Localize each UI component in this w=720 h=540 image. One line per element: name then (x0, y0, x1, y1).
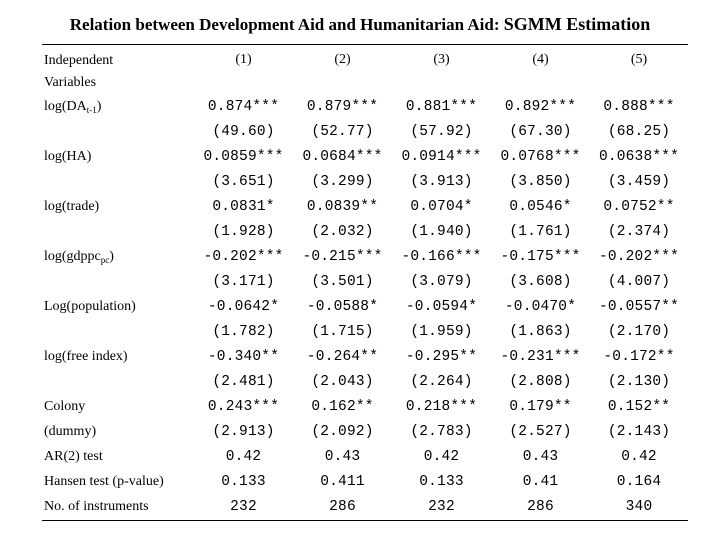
table-cell: -0.166*** (401, 248, 482, 265)
table-cell: (2.043) (311, 373, 374, 390)
table-row (44, 144, 688, 169)
table-cell: 0.152** (607, 398, 671, 415)
table-cell: (2.143) (607, 423, 671, 440)
table-title (0, 14, 720, 35)
table-cell: 0.0752** (603, 198, 675, 215)
table-cell: 0.42 (225, 448, 262, 465)
table-cell: (3.459) (607, 173, 671, 190)
row-label (44, 194, 194, 219)
table-cell: 0.162** (311, 398, 374, 415)
row-label-end: ) (96, 98, 102, 114)
table-cell: -0.175*** (500, 248, 581, 265)
table-cell: 0.0768*** (500, 148, 581, 165)
table-cell: 0.0546* (509, 198, 572, 215)
table-cell: -0.0594* (405, 298, 478, 315)
header-var-line1: Independent (44, 53, 114, 68)
table-cell: -0.264** (306, 348, 379, 365)
row-label-text: log(DA (44, 98, 87, 114)
table-cell: 0.411 (320, 473, 365, 490)
row-label-text: log(gdppc (44, 248, 101, 264)
table-cell: 340 (625, 498, 653, 515)
table-cell: (3.651) (212, 173, 275, 190)
table-row (44, 444, 688, 469)
table-cell: 0.0638*** (598, 148, 680, 165)
column-header: (4) (532, 52, 549, 67)
table-row (44, 344, 688, 369)
table-cell: 232 (428, 498, 455, 515)
table-cell: (3.079) (410, 273, 473, 290)
table-row (44, 194, 688, 219)
table-cell: (2.783) (410, 423, 473, 440)
row-label-text: AR(2) test (44, 448, 103, 464)
table-cell: 0.164 (616, 473, 662, 490)
table-cell: (52.77) (311, 123, 374, 140)
table-cell: 0.42 (423, 448, 460, 465)
table-cell: 0.179** (509, 398, 572, 415)
table-row (44, 94, 688, 119)
header-row (44, 50, 688, 94)
table-cell: 0.133 (221, 473, 266, 490)
table-cell: -0.0588* (306, 298, 379, 315)
row-label (44, 294, 194, 319)
table-cell: (67.30) (509, 123, 572, 140)
table-cell: -0.0470* (504, 298, 577, 315)
row-label (44, 394, 194, 419)
row-label-subscript: pc (100, 254, 110, 265)
table-cell: -0.202*** (598, 248, 680, 265)
table-cell: (3.171) (212, 273, 275, 290)
table-cell: (2.032) (311, 223, 374, 240)
table-cell: (1.863) (509, 323, 572, 340)
table-row (44, 244, 688, 269)
table-cell: -0.231*** (500, 348, 581, 365)
table-cell: 0.218*** (405, 398, 478, 415)
row-label-text: Log(population) (44, 298, 136, 314)
row-label (44, 144, 194, 169)
title-prefix: Relation between Development Aid and Humanitarian Aid: (69, 15, 504, 34)
row-label-text: log(trade) (44, 198, 100, 214)
table-cell: (2.527) (509, 423, 572, 440)
table-row (44, 494, 688, 519)
table-cell: -0.202*** (203, 248, 284, 265)
table-cell: (4.007) (607, 273, 671, 290)
header-variables (44, 50, 194, 94)
row-label (44, 244, 194, 269)
table-cell: (2.374) (607, 223, 671, 240)
table-cell: (1.782) (212, 323, 275, 340)
table-row (44, 419, 688, 444)
table-cell: (3.608) (509, 273, 572, 290)
table-cell: 0.41 (522, 473, 559, 490)
table-cell: 0.881*** (405, 98, 478, 115)
row-label (44, 494, 194, 519)
table-cell: 0.243*** (207, 398, 280, 415)
table-cell: (1.761) (509, 223, 572, 240)
table-cell: (1.715) (311, 323, 374, 340)
row-label (44, 419, 194, 444)
table-cell: 0.0839** (306, 198, 379, 215)
table-cell: 286 (329, 498, 356, 515)
row-label (44, 344, 194, 369)
row-label-text: (dummy) (44, 423, 97, 439)
row-label-text: Colony (44, 398, 86, 414)
table-cell: (3.501) (311, 273, 374, 290)
table-cell: 0.133 (419, 473, 464, 490)
column-header: (5) (630, 52, 648, 67)
table-row (44, 394, 688, 419)
table-row (44, 169, 688, 194)
table-cell: (1.928) (212, 223, 275, 240)
table-body (44, 94, 688, 519)
table-cell: -0.340** (207, 348, 280, 365)
table-cell: -0.172** (603, 348, 675, 365)
table-cell: (68.25) (607, 123, 671, 140)
table-cell: (2.264) (410, 373, 473, 390)
table-row (44, 469, 688, 494)
row-label (44, 119, 194, 144)
table-cell: (3.299) (311, 173, 374, 190)
table-cell: 0.874*** (207, 98, 280, 115)
table-cell: (1.959) (410, 323, 473, 340)
table-cell: 0.0684*** (302, 148, 383, 165)
column-header: (2) (334, 52, 351, 67)
table-cell: 0.43 (522, 448, 559, 465)
row-label-text: log(free index) (44, 348, 128, 364)
table-row (44, 269, 688, 294)
table-cell: -0.295** (405, 348, 478, 365)
table-row (44, 294, 688, 319)
row-label (44, 219, 194, 244)
row-label (44, 269, 194, 294)
row-label-text: Hansen test (p-value) (44, 473, 164, 489)
table-cell: (57.92) (410, 123, 473, 140)
table-cell: (3.850) (509, 173, 572, 190)
table-cell: 0.42 (621, 448, 657, 465)
table-cell: 0.0914*** (401, 148, 482, 165)
table-cell: (2.808) (509, 373, 572, 390)
header-var-line2: Variables (44, 75, 97, 90)
table-row (44, 319, 688, 344)
table-cell: 0.43 (324, 448, 361, 465)
table-cell: (1.940) (410, 223, 473, 240)
row-label (44, 444, 194, 469)
table-cell: 286 (527, 498, 554, 515)
table-cell: -0.0557** (598, 298, 680, 315)
column-header: (1) (235, 52, 252, 67)
table-cell: (2.481) (212, 373, 275, 390)
table-cell: (3.913) (410, 173, 473, 190)
row-label (44, 169, 194, 194)
table-cell: 0.0831* (212, 198, 275, 215)
regression-table (44, 50, 688, 519)
column-header: (3) (433, 52, 450, 67)
table-row (44, 219, 688, 244)
table-cell: 232 (230, 498, 257, 515)
row-label (44, 469, 194, 494)
table-row (44, 369, 688, 394)
table-cell: (49.60) (212, 123, 275, 140)
row-label (44, 319, 194, 344)
table-cell: (2.130) (607, 373, 671, 390)
row-label-subscript: t-1 (86, 104, 97, 115)
table-cell: 0.0859*** (203, 148, 284, 165)
table-cell: (2.170) (607, 323, 671, 340)
row-label-text: log(HA) (44, 148, 92, 164)
table-cell: 0.0704* (410, 198, 473, 215)
table-row (44, 119, 688, 144)
table-cell: (2.913) (212, 423, 275, 440)
row-label-end: ) (109, 248, 114, 264)
table-cell: 0.879*** (306, 98, 379, 115)
row-label (44, 94, 194, 119)
title-suffix: SGMM Estimation (503, 14, 651, 34)
table-cell: (2.092) (311, 423, 374, 440)
table-cell: -0.0642* (207, 298, 280, 315)
table-cell: 0.892*** (504, 98, 577, 115)
table-cell: -0.215*** (302, 248, 383, 265)
table-cell: 0.888*** (603, 98, 675, 115)
row-label-text: No. of instruments (44, 498, 149, 514)
row-label (44, 369, 194, 394)
